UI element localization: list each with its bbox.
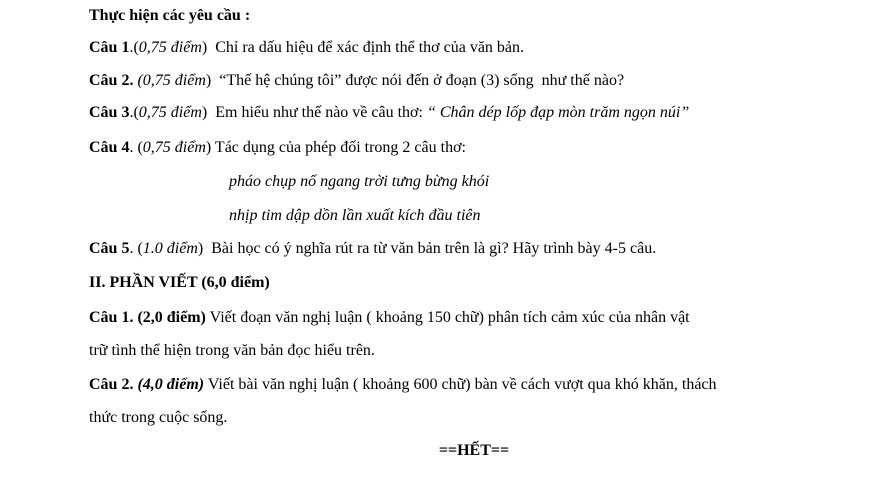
wq2-text: Viết bài văn nghị luận ( khoảng 600 chữ) bàn về cách vượt qua khó khăn, thách (204, 376, 717, 393)
question-2 (89, 71, 624, 91)
q2-label: Câu 2. (89, 72, 134, 89)
q3-label: Câu 3 (89, 104, 130, 121)
question-3 (89, 103, 689, 123)
q1-points: 0,75 điểm (138, 39, 202, 56)
q1-close: ) (201, 39, 208, 56)
writing-question-1-cont (89, 341, 375, 361)
q5-points: 1.0 điểm (142, 240, 198, 257)
writing-question-1 (89, 308, 690, 328)
q3-sep: .( (129, 104, 139, 121)
section-2-title (89, 273, 270, 293)
q3-points: 0,75 điểm (138, 104, 202, 121)
wq1-label: Câu 1. (2,0 điểm) (89, 309, 206, 326)
wq1-text: Viết đoạn văn nghị luận ( khoảng 150 chữ) phân tích cảm xúc của nhân vật (205, 309, 690, 326)
writing-question-2-cont (89, 408, 227, 428)
question-5 (89, 239, 656, 259)
heading (89, 6, 250, 26)
q2-text: “Thế hệ chúng tôi” được nói đến ở đoạn (3) sống như thế nào? (211, 72, 625, 89)
question-4 (89, 138, 466, 158)
end-marker-text: ==HẾT== (438, 442, 510, 459)
q4-points: 0,75 điểm (142, 139, 206, 156)
q4-close: ) (205, 139, 212, 156)
q1-label: Câu 1 (89, 39, 130, 56)
wq2-label: Câu 2. (89, 376, 134, 393)
writing-question-2 (89, 375, 717, 395)
poem-line-2-text: nhịp tim dập dồn lần xuất kích đầu tiên (229, 207, 481, 224)
q2-points: (0,75 điểm (137, 72, 206, 89)
q1-text: Chỉ ra dấu hiệu để xác định thể thơ của văn bản. (207, 39, 525, 56)
wq2-text-cont: thức trong cuộc sống. (89, 409, 228, 426)
wq2-points: (4,0 điểm) (133, 376, 205, 393)
q3-quote: “ Chân dép lốp đạp mòn trăm ngọn núi” (426, 104, 690, 121)
q2-close: ) (205, 72, 212, 89)
q3-close: ) (201, 104, 208, 121)
q1-sep: .( (129, 39, 139, 56)
wq1-text-cont: trữ tình thể hiện trong văn bản đọc hiểu trên. (89, 342, 375, 359)
poem-line-1 (229, 172, 489, 192)
q5-sep: . ( (129, 240, 143, 257)
q5-text: Bài học có ý nghĩa rút ra từ văn bản trên là gì? Hãy trình bày 4-5 câu. (203, 240, 657, 257)
q4-label: Câu 4 (89, 139, 130, 156)
end-marker (30, 441, 888, 461)
q5-close: ) (197, 240, 204, 257)
section-2-title-text: II. PHẦN VIẾT (6,0 điểm) (89, 274, 270, 291)
q4-sep: . ( (129, 139, 143, 156)
poem-line-1-text: pháo chụp nổ ngang trời tưng bừng khói (229, 173, 490, 190)
heading-text: Thực hiện các yêu cầu : (89, 7, 251, 24)
question-1 (89, 38, 524, 58)
q4-text: Tác dụng của phép đối trong 2 câu thơ: (211, 139, 466, 156)
q5-label: Câu 5 (89, 240, 130, 257)
poem-line-2 (229, 206, 481, 226)
q3-text: Em hiểu như thế nào về câu thơ: (207, 104, 427, 121)
